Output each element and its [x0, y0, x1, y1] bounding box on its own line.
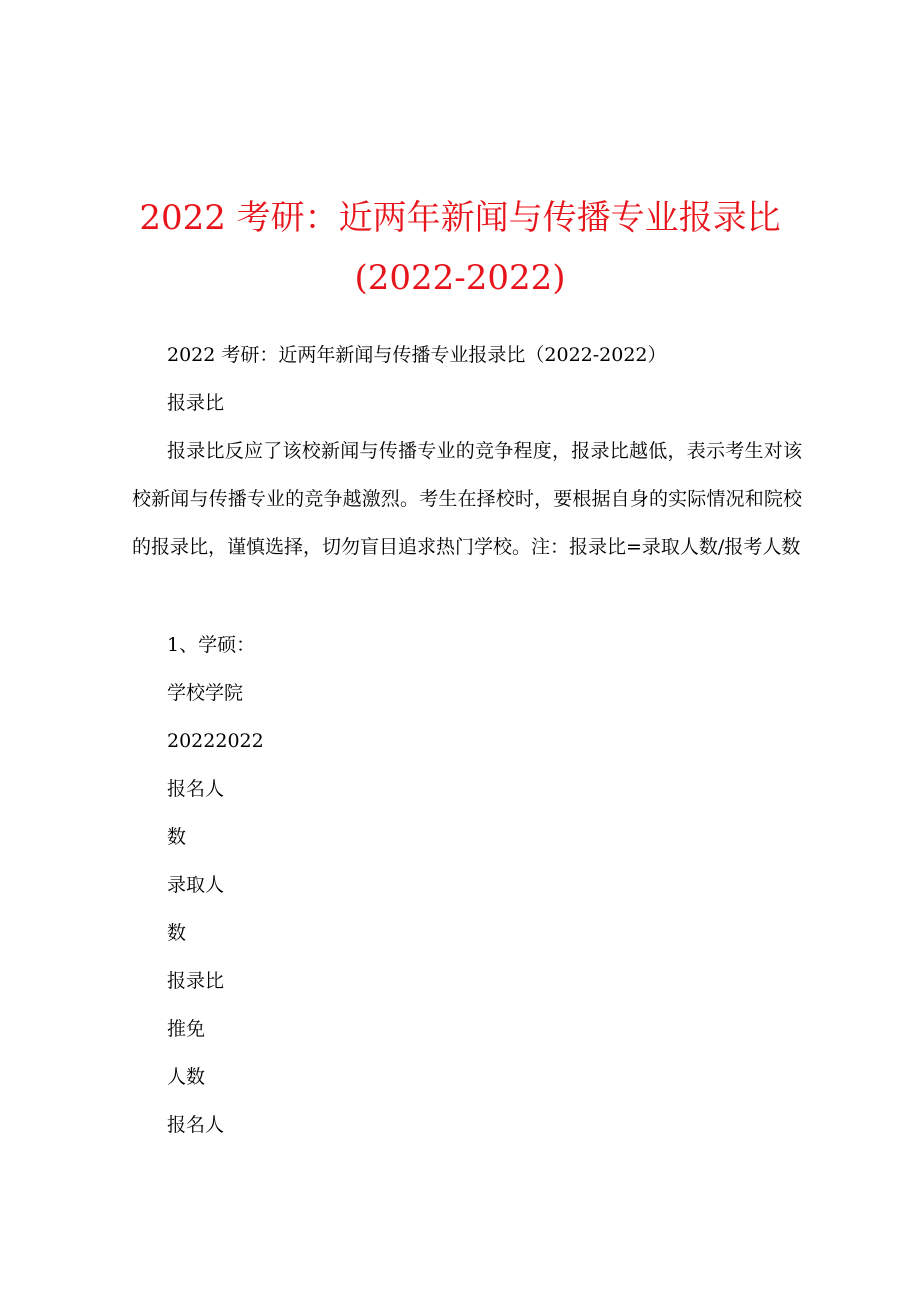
- intro-paragraph: 报录比反应了该校新闻与传播专业的竞争程度，报录比越低，表示考生对该校新闻与传播专业的竞争越激烈。考生在择校时，要根据自身的实际情况和院校的报录比，谨慎选择，切勿盲目追求热门学校。注：报录比=录取人数/报考人数: [132, 440, 802, 558]
- section-1-heading: 1、学硕：: [167, 634, 256, 656]
- subtitle-line: 2022 考研：近两年新闻与传播专业报录比（2022-2022）: [167, 344, 667, 366]
- heading-ratio: 报录比: [167, 392, 225, 414]
- table-line: 推免: [167, 1018, 206, 1040]
- table-line: 人数: [167, 1066, 206, 1088]
- table-line: 报录比: [167, 970, 225, 992]
- document-title-line-2: (2022-2022): [354, 258, 566, 298]
- table-line: 报名人: [167, 1114, 225, 1136]
- table-line: 数: [167, 922, 187, 944]
- table-line: 学校学院: [167, 682, 244, 704]
- document-title-line-1: 2022 考研：近两年新闻与传播专业报录比: [139, 198, 781, 238]
- table-line: 录取人: [167, 874, 225, 896]
- table-line: 数: [167, 826, 187, 848]
- table-line: 20222022: [167, 730, 264, 752]
- table-line: 报名人: [167, 778, 225, 800]
